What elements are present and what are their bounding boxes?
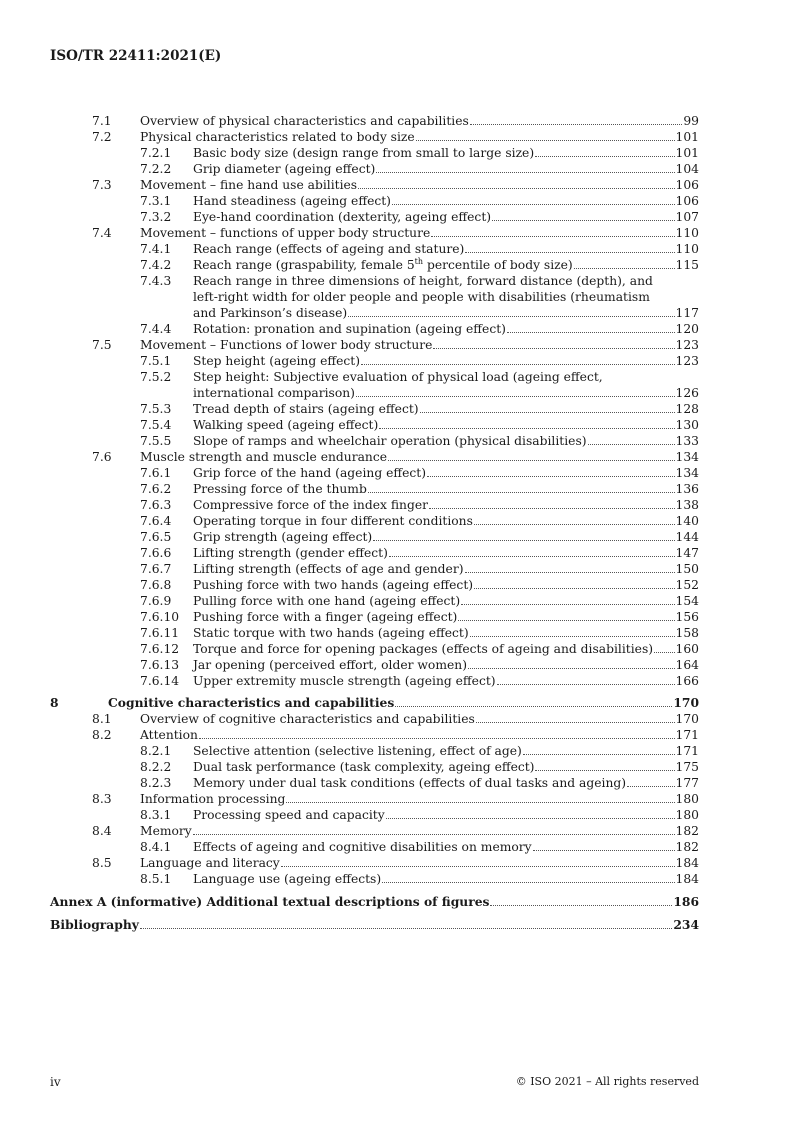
toc-entry-title: Movement – fine hand use abilities bbox=[140, 178, 358, 192]
dot-leader bbox=[465, 252, 674, 253]
toc-entry-number: 7.6.8 bbox=[140, 578, 172, 592]
toc-entry-number: 7.6.14 bbox=[140, 674, 180, 688]
toc-entry-page: 134 bbox=[675, 450, 699, 464]
dot-leader bbox=[433, 348, 674, 349]
toc-entry-page: 158 bbox=[675, 626, 699, 640]
toc-entry-title: Lifting strength (effects of age and gender) bbox=[193, 562, 464, 576]
toc-entry-8-4-1[interactable] bbox=[50, 839, 699, 855]
toc-entry-title: Grip force of the hand (ageing effect) bbox=[193, 466, 427, 480]
toc-entry-title-line: Step height: Subjective evaluation of physical load (ageing effect, bbox=[193, 370, 603, 384]
toc-entry-8-2-2[interactable] bbox=[50, 759, 699, 775]
toc-entry-7-6-3[interactable] bbox=[50, 497, 699, 513]
toc-entry-number: 7.6.13 bbox=[140, 658, 180, 672]
toc-entry-title: Information processing bbox=[140, 792, 286, 806]
toc-entry-8[interactable] bbox=[50, 695, 699, 711]
toc-entry-number: 7.2 bbox=[92, 130, 112, 144]
toc-entry-title: Attention bbox=[140, 728, 198, 742]
toc-entry-number: 8.2 bbox=[92, 728, 112, 742]
toc-entry-title: Processing speed and capacity bbox=[193, 808, 385, 822]
toc-entry-title: Overview of physical characteristics and capabilities bbox=[140, 114, 469, 128]
toc-entry-8-5[interactable] bbox=[50, 855, 699, 871]
toc-entry-number: 7.4.4 bbox=[140, 322, 172, 336]
dot-leader bbox=[376, 172, 674, 173]
toc-entry-number: 7.6.10 bbox=[140, 610, 180, 624]
toc-entry-page: 130 bbox=[675, 418, 699, 432]
dot-leader bbox=[476, 722, 675, 723]
toc-entry-title: Bibliography bbox=[50, 917, 139, 932]
dot-leader bbox=[379, 428, 674, 429]
toc-entry-number: 8.5 bbox=[92, 856, 112, 870]
dot-leader bbox=[497, 684, 675, 685]
toc-entry-title-line: left-right width for older people and people with disabilities (rheumatism bbox=[193, 290, 650, 304]
toc-entry-number: 8.4 bbox=[92, 824, 112, 838]
toc-entry-number: 8.2.3 bbox=[140, 776, 172, 790]
dot-leader bbox=[368, 492, 675, 493]
toc-entry-7-1[interactable] bbox=[50, 113, 699, 129]
toc-entry-7-3[interactable] bbox=[50, 177, 699, 193]
dot-leader bbox=[382, 882, 674, 883]
toc-entry-7-6-12[interactable] bbox=[50, 641, 699, 657]
dot-leader bbox=[429, 508, 675, 509]
dot-leader bbox=[474, 588, 674, 589]
toc-entry-number: 7.6.4 bbox=[140, 514, 172, 528]
dot-leader bbox=[389, 556, 675, 557]
toc-entry-annex-a[interactable] bbox=[50, 894, 699, 910]
toc-entry-number: 7.1 bbox=[92, 114, 112, 128]
dot-leader bbox=[348, 316, 674, 317]
toc-entry-page: 147 bbox=[675, 546, 699, 560]
toc-entry-page: 177 bbox=[675, 776, 699, 790]
toc-entry-7-6-1[interactable] bbox=[50, 465, 699, 481]
toc-entry-number: 8.2.2 bbox=[140, 760, 172, 774]
dot-leader bbox=[492, 220, 674, 221]
toc-entry-number: 7.3.1 bbox=[140, 194, 172, 208]
page-footer bbox=[50, 1075, 699, 1089]
dot-leader bbox=[431, 236, 674, 237]
toc-entry-number: 7.3 bbox=[92, 178, 112, 192]
toc-entry-7-5-4[interactable] bbox=[50, 417, 699, 433]
toc-entry-page: 182 bbox=[675, 824, 699, 838]
toc-entry-page: 138 bbox=[675, 498, 699, 512]
toc-entry-7-5-3[interactable] bbox=[50, 401, 699, 417]
toc-entry-number: 8.3.1 bbox=[140, 808, 172, 822]
toc-entry-title-line: Reach range in three dimensions of height, forward distance (depth), and bbox=[193, 274, 653, 288]
toc-entry-number: 8.1 bbox=[92, 712, 112, 726]
toc-entry-title: Memory under dual task conditions (effects of dual tasks and ageing) bbox=[193, 776, 627, 790]
toc-entry-number: 7.6 bbox=[92, 450, 112, 464]
toc-entry-7-6-11[interactable] bbox=[50, 625, 699, 641]
toc-entry-number: 7.6.7 bbox=[140, 562, 172, 576]
toc-entry-7-2[interactable] bbox=[50, 129, 699, 145]
toc-entry-7-6-4[interactable] bbox=[50, 513, 699, 529]
toc-entry-number: 7.5.4 bbox=[140, 418, 172, 432]
toc-entry-number: 7.4.1 bbox=[140, 242, 172, 256]
toc-entry-number: 7.5.5 bbox=[140, 434, 172, 448]
toc-entry-7-3-1[interactable] bbox=[50, 193, 699, 209]
toc-entry-title: Overview of cognitive characteristics and capabilities bbox=[140, 712, 475, 726]
table-of-contents bbox=[50, 113, 699, 933]
toc-entry-title: Rotation: pronation and supination (ageing effect) bbox=[193, 322, 506, 336]
toc-entry-title: Pushing force with a finger (ageing effect) bbox=[193, 610, 458, 624]
dot-leader bbox=[535, 156, 674, 157]
toc-entry-title: Walking speed (ageing effect) bbox=[193, 418, 379, 432]
toc-entry-bibliography[interactable] bbox=[50, 917, 699, 933]
toc-entry-7-6-8[interactable] bbox=[50, 577, 699, 593]
toc-entry-page: 186 bbox=[673, 894, 699, 909]
toc-entry-page: 184 bbox=[675, 856, 699, 870]
toc-entry-7-5-1[interactable] bbox=[50, 353, 699, 369]
toc-entry-number: 8.2.1 bbox=[140, 744, 172, 758]
dot-leader bbox=[470, 124, 683, 125]
toc-entry-page: 115 bbox=[675, 258, 699, 272]
toc-entry-7-6-2[interactable] bbox=[50, 481, 699, 497]
toc-entry-title: Pressing force of the thumb bbox=[193, 482, 367, 496]
toc-entry-title: Annex A (informative) Additional textual descriptions of figures bbox=[50, 894, 490, 909]
toc-entry-7-4-4[interactable] bbox=[50, 321, 699, 337]
toc-entry-title: Dual task performance (task complexity, ageing effect) bbox=[193, 760, 535, 774]
toc-entry-page: 152 bbox=[675, 578, 699, 592]
toc-entry-title: Operating torque in four different conditions bbox=[193, 514, 473, 528]
toc-entry-title: Reach range (effects of ageing and stature) bbox=[193, 242, 465, 256]
dot-leader bbox=[465, 572, 675, 573]
toc-entry-7-4-3[interactable] bbox=[50, 273, 699, 321]
toc-entry-number: 7.3.2 bbox=[140, 210, 172, 224]
toc-entry-number: 7.6.9 bbox=[140, 594, 172, 608]
toc-entry-title: Grip strength (ageing effect) bbox=[193, 530, 373, 544]
toc-entry-7-5-5[interactable] bbox=[50, 433, 699, 449]
toc-entry-7-4[interactable] bbox=[50, 225, 699, 241]
toc-entry-number: 7.6.2 bbox=[140, 482, 172, 496]
toc-entry-title: Pushing force with two hands (ageing effect) bbox=[193, 578, 474, 592]
toc-entry-number: 8 bbox=[50, 695, 59, 710]
toc-entry-title: Muscle strength and muscle endurance bbox=[140, 450, 388, 464]
toc-entry-7-6-7[interactable] bbox=[50, 561, 699, 577]
toc-entry-title: Cognitive characteristics and capabilities bbox=[108, 695, 395, 710]
toc-entry-title: Jar opening (perceived effort, older women) bbox=[193, 658, 467, 672]
dot-leader bbox=[474, 524, 675, 525]
toc-entry-8-1[interactable] bbox=[50, 711, 699, 727]
toc-entry-number: 7.6.3 bbox=[140, 498, 172, 512]
toc-entry-page: 156 bbox=[675, 610, 699, 624]
dot-leader bbox=[193, 834, 675, 835]
toc-entry-page: 99 bbox=[683, 114, 699, 128]
toc-entry-page: 110 bbox=[675, 226, 699, 240]
toc-entry-page: 104 bbox=[675, 162, 699, 176]
toc-entry-title: Torque and force for opening packages (effects of ageing and disabilities) bbox=[193, 642, 654, 656]
toc-entry-page: 134 bbox=[675, 466, 699, 480]
toc-entry-page: 123 bbox=[675, 338, 699, 352]
dot-leader bbox=[470, 636, 675, 637]
toc-entry-title: Reach range (graspability, female 5th percentile of body size) bbox=[193, 257, 573, 272]
toc-entry-8-2-3[interactable] bbox=[50, 775, 699, 791]
toc-entry-page: 171 bbox=[675, 744, 699, 758]
toc-entry-title: Basic body size (design range from small to large size) bbox=[193, 146, 535, 160]
toc-entry-number: 7.5.3 bbox=[140, 402, 172, 416]
toc-entry-title: Tread depth of stairs (ageing effect) bbox=[193, 402, 419, 416]
toc-entry-title: Memory bbox=[140, 824, 192, 838]
toc-entry-number: 7.5.2 bbox=[140, 370, 172, 384]
toc-entry-number: 8.3 bbox=[92, 792, 112, 806]
copyright-notice: © ISO 2021 – All rights reserved bbox=[515, 1075, 699, 1088]
toc-entry-page: 166 bbox=[675, 674, 699, 688]
toc-entry-page: 117 bbox=[675, 306, 699, 320]
toc-entry-number: 7.5.1 bbox=[140, 354, 172, 368]
dot-leader bbox=[140, 928, 672, 929]
toc-entry-7-2-2[interactable] bbox=[50, 161, 699, 177]
toc-entry-7-4-1[interactable] bbox=[50, 241, 699, 257]
toc-entry-title: Compressive force of the index finger bbox=[193, 498, 428, 512]
dot-leader bbox=[199, 738, 675, 739]
toc-entry-page: 234 bbox=[673, 917, 699, 932]
dot-leader bbox=[281, 866, 675, 867]
toc-entry-number: 7.6.1 bbox=[140, 466, 172, 480]
dot-leader bbox=[427, 476, 675, 477]
dot-leader bbox=[588, 444, 675, 445]
toc-entry-8-2-1[interactable] bbox=[50, 743, 699, 759]
toc-entry-number: 7.6.11 bbox=[140, 626, 180, 640]
toc-entry-title: international comparison) bbox=[193, 386, 355, 400]
toc-entry-7-6-6[interactable] bbox=[50, 545, 699, 561]
dot-leader bbox=[386, 818, 675, 819]
dot-leader bbox=[358, 188, 674, 189]
toc-entry-title: Step height (ageing effect) bbox=[193, 354, 361, 368]
toc-entry-title: Movement – Functions of lower body structure bbox=[140, 338, 433, 352]
toc-entry-number: 7.4.3 bbox=[140, 274, 172, 288]
toc-entry-page: 171 bbox=[675, 728, 699, 742]
toc-entry-page: 182 bbox=[675, 840, 699, 854]
toc-entry-page: 144 bbox=[675, 530, 699, 544]
toc-entry-7-2-1[interactable] bbox=[50, 145, 699, 161]
toc-entry-number: 7.6.12 bbox=[140, 642, 180, 656]
toc-entry-page: 123 bbox=[675, 354, 699, 368]
dot-leader bbox=[490, 905, 672, 906]
dot-leader bbox=[458, 620, 674, 621]
toc-entry-8-2[interactable] bbox=[50, 727, 699, 743]
toc-entry-number: 8.4.1 bbox=[140, 840, 172, 854]
toc-entry-page: 133 bbox=[675, 434, 699, 448]
toc-entry-page: 101 bbox=[675, 130, 699, 144]
toc-entry-number: 7.2.2 bbox=[140, 162, 172, 176]
dot-leader bbox=[356, 396, 675, 397]
toc-entry-title: Hand steadiness (ageing effect) bbox=[193, 194, 391, 208]
dot-leader bbox=[461, 604, 674, 605]
dot-leader bbox=[373, 540, 674, 541]
toc-entry-7-6-14[interactable] bbox=[50, 673, 699, 689]
dot-leader bbox=[420, 412, 675, 413]
toc-entry-7-5[interactable] bbox=[50, 337, 699, 353]
toc-entry-page: 107 bbox=[675, 210, 699, 224]
toc-entry-title: Physical characteristics related to body size bbox=[140, 130, 415, 144]
toc-entry-page: 160 bbox=[675, 642, 699, 656]
toc-entry-page: 150 bbox=[675, 562, 699, 576]
toc-entry-7-4-2[interactable] bbox=[50, 257, 699, 273]
toc-entry-page: 126 bbox=[675, 386, 699, 400]
dot-leader bbox=[523, 754, 675, 755]
toc-entry-title: Language use (ageing effects) bbox=[193, 872, 382, 886]
toc-entry-page: 110 bbox=[675, 242, 699, 256]
toc-entry-page: 164 bbox=[675, 658, 699, 672]
dot-leader bbox=[574, 268, 675, 269]
toc-entry-7-3-2[interactable] bbox=[50, 209, 699, 225]
toc-entry-page: 180 bbox=[675, 792, 699, 806]
toc-entry-8-3[interactable] bbox=[50, 791, 699, 807]
toc-entry-page: 128 bbox=[675, 402, 699, 416]
toc-entry-7-6-9[interactable] bbox=[50, 593, 699, 609]
toc-entry-page: 101 bbox=[675, 146, 699, 160]
dot-leader bbox=[533, 850, 675, 851]
toc-entry-number: 8.5.1 bbox=[140, 872, 172, 886]
dot-leader bbox=[416, 140, 675, 141]
dot-leader bbox=[654, 652, 674, 653]
toc-entry-page: 106 bbox=[675, 194, 699, 208]
dot-leader bbox=[395, 706, 672, 707]
toc-entry-7-6-5[interactable] bbox=[50, 529, 699, 545]
dot-leader bbox=[535, 770, 674, 771]
toc-entry-title: Language and literacy bbox=[140, 856, 280, 870]
toc-entry-page: 106 bbox=[675, 178, 699, 192]
toc-entry-number: 7.4.2 bbox=[140, 258, 172, 272]
toc-entry-page: 170 bbox=[675, 712, 699, 726]
toc-entry-page: 136 bbox=[675, 482, 699, 496]
toc-entry-number: 7.4 bbox=[92, 226, 112, 240]
dot-leader bbox=[627, 786, 674, 787]
toc-entry-8-4[interactable] bbox=[50, 823, 699, 839]
toc-entry-page: 154 bbox=[675, 594, 699, 608]
toc-entry-title: Upper extremity muscle strength (ageing effect) bbox=[193, 674, 496, 688]
dot-leader bbox=[507, 332, 675, 333]
toc-entry-7-5-2[interactable] bbox=[50, 369, 699, 401]
toc-entry-page: 170 bbox=[673, 695, 699, 710]
dot-leader bbox=[388, 460, 675, 461]
toc-entry-title: Effects of ageing and cognitive disabilities on memory bbox=[193, 840, 532, 854]
dot-leader bbox=[286, 802, 674, 803]
toc-entry-title: Static torque with two hands (ageing effect) bbox=[193, 626, 469, 640]
toc-entry-title: Selective attention (selective listening, effect of age) bbox=[193, 744, 522, 758]
toc-entry-title: Slope of ramps and wheelchair operation (physical disabilities) bbox=[193, 434, 587, 448]
toc-entry-number: 7.2.1 bbox=[140, 146, 172, 160]
dot-leader bbox=[392, 204, 675, 205]
page-number: iv bbox=[50, 1075, 61, 1089]
toc-entry-page: 140 bbox=[675, 514, 699, 528]
toc-entry-8-3-1[interactable] bbox=[50, 807, 699, 823]
toc-entry-title: and Parkinson’s disease) bbox=[193, 306, 348, 320]
toc-entry-number: 7.6.5 bbox=[140, 530, 172, 544]
document-id-header: ISO/TR 22411:2021(E) bbox=[50, 48, 222, 64]
toc-entry-title: Grip diameter (ageing effect) bbox=[193, 162, 376, 176]
toc-entry-title: Lifting strength (gender effect) bbox=[193, 546, 388, 560]
toc-entry-title: Pulling force with one hand (ageing effect) bbox=[193, 594, 461, 608]
toc-entry-7-6-13[interactable] bbox=[50, 657, 699, 673]
toc-entry-page: 120 bbox=[675, 322, 699, 336]
toc-entry-number: 7.5 bbox=[92, 338, 112, 352]
dot-leader bbox=[361, 364, 674, 365]
toc-entry-number: 7.6.6 bbox=[140, 546, 172, 560]
toc-entry-7-6-10[interactable] bbox=[50, 609, 699, 625]
toc-entry-title: Movement – functions of upper body structure bbox=[140, 226, 431, 240]
toc-entry-page: 175 bbox=[675, 760, 699, 774]
toc-entry-8-5-1[interactable] bbox=[50, 871, 699, 887]
toc-entry-page: 180 bbox=[675, 808, 699, 822]
toc-entry-title: Eye-hand coordination (dexterity, ageing effect) bbox=[193, 210, 492, 224]
toc-entry-page: 184 bbox=[675, 872, 699, 886]
dot-leader bbox=[468, 668, 675, 669]
toc-entry-7-6[interactable] bbox=[50, 449, 699, 465]
